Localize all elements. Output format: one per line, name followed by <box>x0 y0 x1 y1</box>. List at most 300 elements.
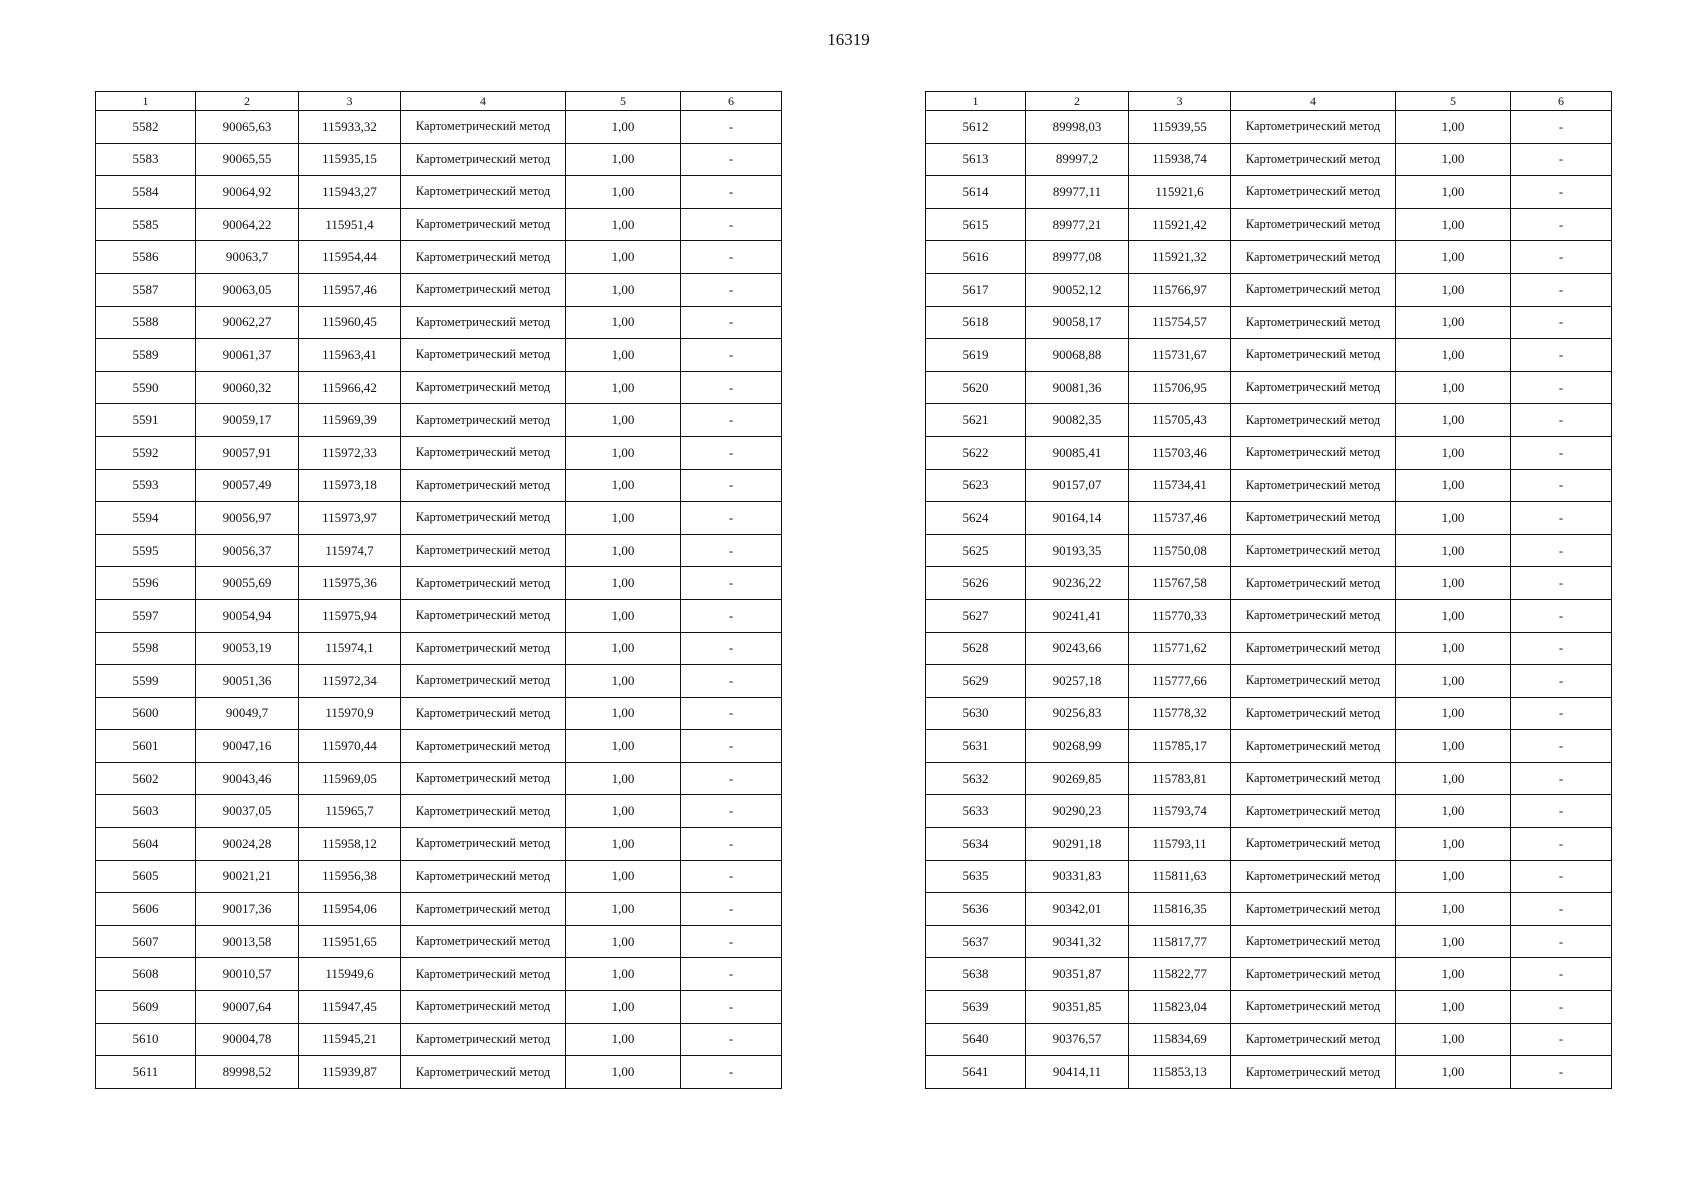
table-row <box>96 567 782 600</box>
description-cell: - <box>1511 176 1612 209</box>
y-coordinate-cell: 115956,38 <box>299 860 401 893</box>
x-coordinate-cell: 90257,18 <box>1026 665 1129 698</box>
y-coordinate-cell: 115958,12 <box>299 828 401 861</box>
y-coordinate-cell: 115737,46 <box>1129 502 1231 535</box>
y-coordinate-cell: 115951,65 <box>299 925 401 958</box>
accuracy-cell: 1,00 <box>1396 860 1511 893</box>
description-cell: - <box>681 991 782 1024</box>
table-row <box>926 925 1612 958</box>
x-coordinate-cell: 90004,78 <box>196 1023 299 1056</box>
method-cell: Картометрический метод <box>401 208 566 241</box>
description-cell: - <box>1511 436 1612 469</box>
table-row <box>926 632 1612 665</box>
description-cell: - <box>1511 599 1612 632</box>
point-number-cell: 5596 <box>96 567 196 600</box>
y-coordinate-cell: 115943,27 <box>299 176 401 209</box>
accuracy-cell: 1,00 <box>1396 502 1511 535</box>
y-coordinate-cell: 115921,42 <box>1129 208 1231 241</box>
y-coordinate-cell: 115951,4 <box>299 208 401 241</box>
x-coordinate-cell: 90331,83 <box>1026 860 1129 893</box>
table-row <box>926 567 1612 600</box>
accuracy-cell: 1,00 <box>566 599 681 632</box>
point-number-cell: 5637 <box>926 925 1026 958</box>
y-coordinate-cell: 115960,45 <box>299 306 401 339</box>
method-cell: Картометрический метод <box>401 339 566 372</box>
y-coordinate-cell: 115973,18 <box>299 469 401 502</box>
point-number-cell: 5602 <box>96 762 196 795</box>
method-cell: Картометрический метод <box>1231 111 1396 144</box>
y-coordinate-cell: 115705,43 <box>1129 404 1231 437</box>
table-row <box>96 828 782 861</box>
table-row <box>926 241 1612 274</box>
y-coordinate-cell: 115933,32 <box>299 111 401 144</box>
x-coordinate-cell: 90051,36 <box>196 665 299 698</box>
method-cell: Картометрический метод <box>1231 371 1396 404</box>
method-cell: Картометрический метод <box>401 958 566 991</box>
accuracy-cell: 1,00 <box>1396 697 1511 730</box>
description-cell: - <box>1511 1023 1612 1056</box>
point-number-cell: 5622 <box>926 436 1026 469</box>
x-coordinate-cell: 90057,91 <box>196 436 299 469</box>
x-coordinate-cell: 89998,03 <box>1026 111 1129 144</box>
table-row <box>96 208 782 241</box>
x-coordinate-cell: 90376,57 <box>1026 1023 1129 1056</box>
table-header-row <box>926 92 1612 111</box>
description-cell: - <box>681 534 782 567</box>
description-cell: - <box>1511 208 1612 241</box>
y-coordinate-cell: 115785,17 <box>1129 730 1231 763</box>
table-row <box>926 534 1612 567</box>
description-cell: - <box>1511 632 1612 665</box>
x-coordinate-cell: 90269,85 <box>1026 762 1129 795</box>
accuracy-cell: 1,00 <box>1396 1023 1511 1056</box>
table-row <box>96 860 782 893</box>
y-coordinate-cell: 115793,74 <box>1129 795 1231 828</box>
method-cell: Картометрический метод <box>1231 665 1396 698</box>
x-coordinate-cell: 90057,49 <box>196 469 299 502</box>
point-number-cell: 5615 <box>926 208 1026 241</box>
x-coordinate-cell: 90021,21 <box>196 860 299 893</box>
accuracy-cell: 1,00 <box>566 893 681 926</box>
x-coordinate-cell: 90063,7 <box>196 241 299 274</box>
y-coordinate-cell: 115706,95 <box>1129 371 1231 404</box>
table-row <box>926 111 1612 144</box>
description-cell: - <box>1511 762 1612 795</box>
x-coordinate-cell: 89977,08 <box>1026 241 1129 274</box>
table-row <box>926 893 1612 926</box>
point-number-cell: 5626 <box>926 567 1026 600</box>
accuracy-cell: 1,00 <box>1396 371 1511 404</box>
method-cell: Картометрический метод <box>401 991 566 1024</box>
accuracy-cell: 1,00 <box>566 241 681 274</box>
x-coordinate-cell: 90056,97 <box>196 502 299 535</box>
point-number-cell: 5603 <box>96 795 196 828</box>
table-row <box>926 991 1612 1024</box>
table-row <box>926 176 1612 209</box>
x-coordinate-cell: 90085,41 <box>1026 436 1129 469</box>
x-coordinate-cell: 90064,22 <box>196 208 299 241</box>
y-coordinate-cell: 115974,7 <box>299 534 401 567</box>
point-number-cell: 5636 <box>926 893 1026 926</box>
point-number-cell: 5631 <box>926 730 1026 763</box>
y-coordinate-cell: 115770,33 <box>1129 599 1231 632</box>
point-number-cell: 5601 <box>96 730 196 763</box>
table-row <box>926 502 1612 535</box>
y-coordinate-cell: 115822,77 <box>1129 958 1231 991</box>
method-cell: Картометрический метод <box>1231 436 1396 469</box>
table-row <box>96 502 782 535</box>
method-cell: Картометрический метод <box>401 567 566 600</box>
point-number-cell: 5635 <box>926 860 1026 893</box>
accuracy-cell: 1,00 <box>566 665 681 698</box>
x-coordinate-cell: 90017,36 <box>196 893 299 926</box>
x-coordinate-cell: 90082,35 <box>1026 404 1129 437</box>
point-number-cell: 5593 <box>96 469 196 502</box>
point-number-cell: 5607 <box>96 925 196 958</box>
y-coordinate-cell: 115947,45 <box>299 991 401 1024</box>
table-row <box>96 795 782 828</box>
point-number-cell: 5598 <box>96 632 196 665</box>
method-cell: Картометрический метод <box>1231 567 1396 600</box>
point-number-cell: 5624 <box>926 502 1026 535</box>
accuracy-cell: 1,00 <box>1396 534 1511 567</box>
x-coordinate-cell: 90059,17 <box>196 404 299 437</box>
method-cell: Картометрический метод <box>1231 697 1396 730</box>
accuracy-cell: 1,00 <box>1396 665 1511 698</box>
method-cell: Картометрический метод <box>1231 143 1396 176</box>
description-cell: - <box>681 143 782 176</box>
point-number-cell: 5616 <box>926 241 1026 274</box>
x-coordinate-cell: 90193,35 <box>1026 534 1129 567</box>
table-row <box>96 665 782 698</box>
accuracy-cell: 1,00 <box>566 176 681 209</box>
method-cell: Картометрический метод <box>1231 1023 1396 1056</box>
accuracy-cell: 1,00 <box>1396 273 1511 306</box>
method-cell: Картометрический метод <box>401 241 566 274</box>
method-cell: Картометрический метод <box>1231 958 1396 991</box>
method-cell: Картометрический метод <box>1231 339 1396 372</box>
column-header: 2 <box>196 92 299 111</box>
accuracy-cell: 1,00 <box>566 795 681 828</box>
point-number-cell: 5599 <box>96 665 196 698</box>
y-coordinate-cell: 115853,13 <box>1129 1056 1231 1089</box>
x-coordinate-cell: 90061,37 <box>196 339 299 372</box>
method-cell: Картометрический метод <box>1231 828 1396 861</box>
y-coordinate-cell: 115921,6 <box>1129 176 1231 209</box>
left-coordinates-table <box>95 91 782 1089</box>
accuracy-cell: 1,00 <box>566 371 681 404</box>
method-cell: Картометрический метод <box>401 599 566 632</box>
point-number-cell: 5584 <box>96 176 196 209</box>
method-cell: Картометрический метод <box>401 665 566 698</box>
accuracy-cell: 1,00 <box>566 306 681 339</box>
point-number-cell: 5621 <box>926 404 1026 437</box>
table-row <box>926 860 1612 893</box>
table-row <box>926 730 1612 763</box>
accuracy-cell: 1,00 <box>566 273 681 306</box>
description-cell: - <box>681 436 782 469</box>
table-row <box>926 371 1612 404</box>
method-cell: Картометрический метод <box>1231 208 1396 241</box>
y-coordinate-cell: 115975,36 <box>299 567 401 600</box>
y-coordinate-cell: 115949,6 <box>299 958 401 991</box>
description-cell: - <box>681 1023 782 1056</box>
method-cell: Картометрический метод <box>401 1056 566 1089</box>
point-number-cell: 5597 <box>96 599 196 632</box>
accuracy-cell: 1,00 <box>566 762 681 795</box>
description-cell: - <box>681 665 782 698</box>
y-coordinate-cell: 115766,97 <box>1129 273 1231 306</box>
method-cell: Картометрический метод <box>401 371 566 404</box>
point-number-cell: 5638 <box>926 958 1026 991</box>
point-number-cell: 5606 <box>96 893 196 926</box>
description-cell: - <box>1511 1056 1612 1089</box>
description-cell: - <box>1511 371 1612 404</box>
method-cell: Картометрический метод <box>1231 795 1396 828</box>
description-cell: - <box>1511 111 1612 144</box>
y-coordinate-cell: 115938,74 <box>1129 143 1231 176</box>
description-cell: - <box>681 599 782 632</box>
x-coordinate-cell: 90351,85 <box>1026 991 1129 1024</box>
x-coordinate-cell: 90024,28 <box>196 828 299 861</box>
point-number-cell: 5639 <box>926 991 1026 1024</box>
method-cell: Картометрический метод <box>1231 762 1396 795</box>
y-coordinate-cell: 115973,97 <box>299 502 401 535</box>
method-cell: Картометрический метод <box>1231 730 1396 763</box>
y-coordinate-cell: 115834,69 <box>1129 1023 1231 1056</box>
method-cell: Картометрический метод <box>1231 893 1396 926</box>
y-coordinate-cell: 115975,94 <box>299 599 401 632</box>
description-cell: - <box>681 208 782 241</box>
method-cell: Картометрический метод <box>401 893 566 926</box>
x-coordinate-cell: 90013,58 <box>196 925 299 958</box>
x-coordinate-cell: 90341,32 <box>1026 925 1129 958</box>
y-coordinate-cell: 115970,44 <box>299 730 401 763</box>
table-row <box>96 1023 782 1056</box>
accuracy-cell: 1,00 <box>1396 306 1511 339</box>
description-cell: - <box>1511 534 1612 567</box>
table-row <box>96 599 782 632</box>
method-cell: Картометрический метод <box>401 143 566 176</box>
description-cell: - <box>681 925 782 958</box>
accuracy-cell: 1,00 <box>1396 730 1511 763</box>
point-number-cell: 5586 <box>96 241 196 274</box>
accuracy-cell: 1,00 <box>566 1056 681 1089</box>
table-row <box>926 143 1612 176</box>
description-cell: - <box>681 567 782 600</box>
y-coordinate-cell: 115945,21 <box>299 1023 401 1056</box>
method-cell: Картометрический метод <box>401 534 566 567</box>
accuracy-cell: 1,00 <box>566 339 681 372</box>
y-coordinate-cell: 115966,42 <box>299 371 401 404</box>
accuracy-cell: 1,00 <box>1396 632 1511 665</box>
y-coordinate-cell: 115972,34 <box>299 665 401 698</box>
point-number-cell: 5640 <box>926 1023 1026 1056</box>
y-coordinate-cell: 115731,67 <box>1129 339 1231 372</box>
y-coordinate-cell: 115957,46 <box>299 273 401 306</box>
point-number-cell: 5611 <box>96 1056 196 1089</box>
right-coordinates-table <box>925 91 1612 1089</box>
description-cell: - <box>681 241 782 274</box>
method-cell: Картометрический метод <box>401 1023 566 1056</box>
point-number-cell: 5641 <box>926 1056 1026 1089</box>
description-cell: - <box>681 828 782 861</box>
description-cell: - <box>681 111 782 144</box>
table-row <box>926 469 1612 502</box>
point-number-cell: 5609 <box>96 991 196 1024</box>
description-cell: - <box>681 371 782 404</box>
y-coordinate-cell: 115974,1 <box>299 632 401 665</box>
description-cell: - <box>1511 306 1612 339</box>
x-coordinate-cell: 90342,01 <box>1026 893 1129 926</box>
y-coordinate-cell: 115771,62 <box>1129 632 1231 665</box>
table-row <box>926 665 1612 698</box>
point-number-cell: 5627 <box>926 599 1026 632</box>
method-cell: Картометрический метод <box>1231 925 1396 958</box>
x-coordinate-cell: 90351,87 <box>1026 958 1129 991</box>
method-cell: Картометрический метод <box>401 111 566 144</box>
point-number-cell: 5590 <box>96 371 196 404</box>
y-coordinate-cell: 115816,35 <box>1129 893 1231 926</box>
table-row <box>96 730 782 763</box>
accuracy-cell: 1,00 <box>566 143 681 176</box>
point-number-cell: 5613 <box>926 143 1026 176</box>
y-coordinate-cell: 115972,33 <box>299 436 401 469</box>
point-number-cell: 5614 <box>926 176 1026 209</box>
accuracy-cell: 1,00 <box>566 111 681 144</box>
accuracy-cell: 1,00 <box>566 469 681 502</box>
table-row <box>96 534 782 567</box>
accuracy-cell: 1,00 <box>1396 176 1511 209</box>
description-cell: - <box>681 1056 782 1089</box>
accuracy-cell: 1,00 <box>1396 143 1511 176</box>
x-coordinate-cell: 90010,57 <box>196 958 299 991</box>
table-row <box>96 111 782 144</box>
description-cell: - <box>681 502 782 535</box>
x-coordinate-cell: 90164,14 <box>1026 502 1129 535</box>
y-coordinate-cell: 115754,57 <box>1129 306 1231 339</box>
description-cell: - <box>681 860 782 893</box>
table-row <box>96 893 782 926</box>
method-cell: Картометрический метод <box>1231 176 1396 209</box>
accuracy-cell: 1,00 <box>1396 795 1511 828</box>
column-header: 1 <box>96 92 196 111</box>
x-coordinate-cell: 90065,55 <box>196 143 299 176</box>
description-cell: - <box>681 958 782 991</box>
accuracy-cell: 1,00 <box>1396 208 1511 241</box>
accuracy-cell: 1,00 <box>1396 893 1511 926</box>
accuracy-cell: 1,00 <box>1396 991 1511 1024</box>
x-coordinate-cell: 89997,2 <box>1026 143 1129 176</box>
accuracy-cell: 1,00 <box>566 958 681 991</box>
description-cell: - <box>1511 502 1612 535</box>
y-coordinate-cell: 115811,63 <box>1129 860 1231 893</box>
accuracy-cell: 1,00 <box>1396 599 1511 632</box>
method-cell: Картометрический метод <box>1231 469 1396 502</box>
description-cell: - <box>1511 567 1612 600</box>
method-cell: Картометрический метод <box>1231 860 1396 893</box>
x-coordinate-cell: 90007,64 <box>196 991 299 1024</box>
point-number-cell: 5610 <box>96 1023 196 1056</box>
method-cell: Картометрический метод <box>1231 534 1396 567</box>
description-cell: - <box>1511 143 1612 176</box>
method-cell: Картометрический метод <box>1231 502 1396 535</box>
y-coordinate-cell: 115817,77 <box>1129 925 1231 958</box>
method-cell: Картометрический метод <box>401 469 566 502</box>
point-number-cell: 5592 <box>96 436 196 469</box>
y-coordinate-cell: 115703,46 <box>1129 436 1231 469</box>
description-cell: - <box>681 339 782 372</box>
method-cell: Картометрический метод <box>401 404 566 437</box>
y-coordinate-cell: 115969,39 <box>299 404 401 437</box>
x-coordinate-cell: 90157,07 <box>1026 469 1129 502</box>
x-coordinate-cell: 90052,12 <box>1026 273 1129 306</box>
point-number-cell: 5633 <box>926 795 1026 828</box>
x-coordinate-cell: 90043,46 <box>196 762 299 795</box>
table-row <box>926 436 1612 469</box>
x-coordinate-cell: 90065,63 <box>196 111 299 144</box>
accuracy-cell: 1,00 <box>1396 828 1511 861</box>
point-number-cell: 5632 <box>926 762 1026 795</box>
x-coordinate-cell: 90049,7 <box>196 697 299 730</box>
point-number-cell: 5617 <box>926 273 1026 306</box>
accuracy-cell: 1,00 <box>566 208 681 241</box>
description-cell: - <box>681 795 782 828</box>
point-number-cell: 5612 <box>926 111 1026 144</box>
column-header: 4 <box>401 92 566 111</box>
accuracy-cell: 1,00 <box>566 632 681 665</box>
page-number: 16319 <box>827 30 870 49</box>
y-coordinate-cell: 115921,32 <box>1129 241 1231 274</box>
column-header: 3 <box>299 92 401 111</box>
table-row <box>96 339 782 372</box>
table-row <box>926 273 1612 306</box>
x-coordinate-cell: 90290,23 <box>1026 795 1129 828</box>
y-coordinate-cell: 115963,41 <box>299 339 401 372</box>
point-number-cell: 5629 <box>926 665 1026 698</box>
point-number-cell: 5618 <box>926 306 1026 339</box>
y-coordinate-cell: 115939,55 <box>1129 111 1231 144</box>
y-coordinate-cell: 115777,66 <box>1129 665 1231 698</box>
accuracy-cell: 1,00 <box>1396 339 1511 372</box>
accuracy-cell: 1,00 <box>1396 762 1511 795</box>
description-cell: - <box>1511 469 1612 502</box>
column-header: 5 <box>1396 92 1511 111</box>
x-coordinate-cell: 90054,94 <box>196 599 299 632</box>
point-number-cell: 5620 <box>926 371 1026 404</box>
x-coordinate-cell: 90060,32 <box>196 371 299 404</box>
method-cell: Картометрический метод <box>1231 273 1396 306</box>
x-coordinate-cell: 90037,05 <box>196 795 299 828</box>
point-number-cell: 5600 <box>96 697 196 730</box>
x-coordinate-cell: 90243,66 <box>1026 632 1129 665</box>
table-row <box>926 697 1612 730</box>
x-coordinate-cell: 90062,27 <box>196 306 299 339</box>
x-coordinate-cell: 90291,18 <box>1026 828 1129 861</box>
accuracy-cell: 1,00 <box>566 567 681 600</box>
table-row <box>96 241 782 274</box>
method-cell: Картометрический метод <box>401 925 566 958</box>
table-row <box>96 1056 782 1089</box>
description-cell: - <box>1511 860 1612 893</box>
y-coordinate-cell: 115793,11 <box>1129 828 1231 861</box>
y-coordinate-cell: 115778,32 <box>1129 697 1231 730</box>
description-cell: - <box>1511 893 1612 926</box>
accuracy-cell: 1,00 <box>566 1023 681 1056</box>
y-coordinate-cell: 115734,41 <box>1129 469 1231 502</box>
column-header: 3 <box>1129 92 1231 111</box>
description-cell: - <box>681 273 782 306</box>
